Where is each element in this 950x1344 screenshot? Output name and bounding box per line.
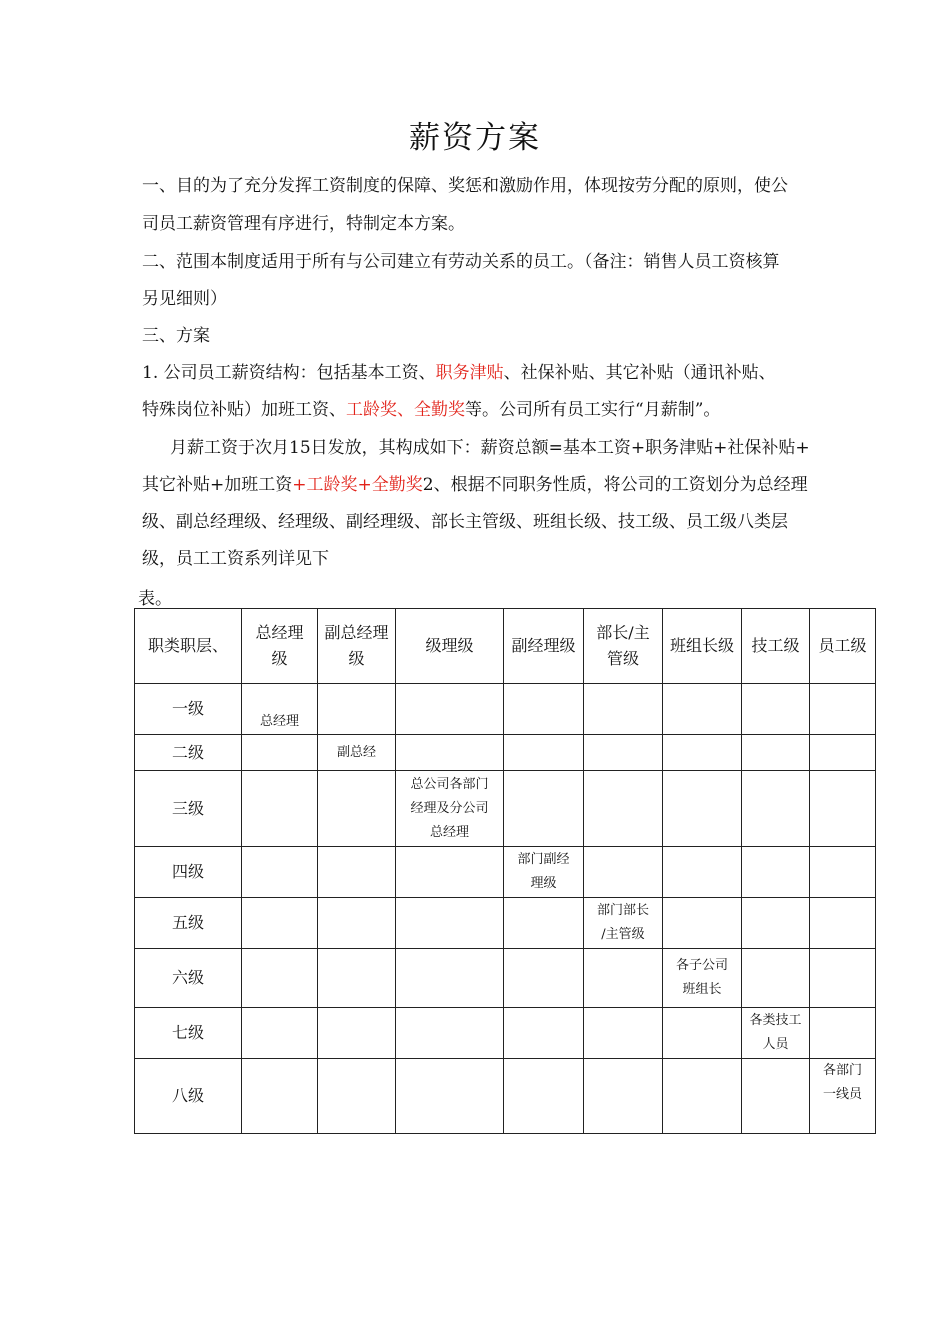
level-label: 五级: [135, 898, 242, 949]
header-deputy-gm: [318, 609, 396, 684]
empty-cell: [663, 735, 742, 771]
empty-cell: [396, 735, 504, 771]
table-row: [135, 1059, 876, 1134]
cell-level7-technician: [742, 1008, 810, 1059]
empty-cell: [504, 949, 584, 1008]
table-row: [135, 1008, 876, 1059]
header-gm-a: 总经理: [255, 623, 304, 642]
header-technician: 技工级: [742, 609, 810, 684]
level-label: 六级: [135, 949, 242, 1008]
empty-cell: [242, 898, 318, 949]
cell-text: 各类技工: [749, 1013, 802, 1028]
empty-cell: [742, 771, 810, 847]
header-section-chief: [584, 609, 663, 684]
empty-cell: [810, 949, 876, 1008]
header-team-leader: 班组长级: [663, 609, 742, 684]
level-label: 四级: [135, 847, 242, 898]
empty-cell: [504, 735, 584, 771]
empty-cell: [584, 847, 663, 898]
empty-cell: [396, 949, 504, 1008]
empty-cell: [318, 684, 396, 735]
cell-text: 各子公司: [675, 958, 728, 973]
paragraph-levels-line-3: 表。: [138, 589, 172, 609]
highlight-seniority-attendance-2: +工龄奖+全勤奖: [292, 475, 423, 495]
empty-cell: [584, 735, 663, 771]
empty-cell: [396, 847, 504, 898]
header-deputy-gm-b: 级: [348, 649, 365, 668]
cell-text: 班组长: [682, 982, 722, 997]
empty-cell: [504, 898, 584, 949]
cell-text: 部门副经: [517, 852, 570, 867]
cell-level5-section-chief: [584, 898, 663, 949]
empty-cell: [504, 1008, 584, 1059]
cell-level4-deputy-manager: [504, 847, 584, 898]
cell-text: /主管级: [601, 927, 645, 942]
header-section-chief-a: 部长/主: [596, 623, 650, 642]
level-label: 三级: [135, 771, 242, 847]
level-label: 七级: [135, 1008, 242, 1059]
empty-cell: [318, 1008, 396, 1059]
empty-cell: [742, 949, 810, 1008]
structure-text: 1. 公司员工薪资结构：包括基本工资、: [142, 363, 436, 383]
empty-cell: [663, 847, 742, 898]
document-title: 薪资方案: [409, 120, 541, 156]
cell-level3-manager: [396, 771, 504, 847]
monthly-text-cont: 2、根据不同职务性质，将公司的工资划分为总经理: [422, 475, 808, 495]
paragraph-structure-line-2: [142, 398, 720, 422]
cell-text: 副总经: [336, 744, 376, 760]
empty-cell: [318, 771, 396, 847]
cell-text: 各部门: [822, 1063, 862, 1078]
empty-cell: [663, 898, 742, 949]
empty-cell: [584, 1008, 663, 1059]
highlight-position-allowance: 职务津贴: [435, 363, 504, 383]
empty-cell: [810, 771, 876, 847]
paragraph-scope-line-2: 另见细则）: [142, 289, 227, 309]
cell-text: 总经理: [429, 824, 469, 840]
empty-cell: [504, 771, 584, 847]
table-row: [135, 847, 876, 898]
level-label: 二级: [135, 735, 242, 771]
highlight-seniority-attendance: 工龄奖、全勤奖: [346, 400, 465, 420]
cell-text: 人员: [762, 1037, 789, 1052]
empty-cell: [663, 1008, 742, 1059]
empty-cell: [318, 1059, 396, 1134]
empty-cell: [663, 1059, 742, 1134]
cell-text: 总经理: [259, 714, 299, 729]
salary-level-table: [134, 608, 876, 1134]
table-header-row: [135, 609, 876, 684]
cell-level6-team-leader: [663, 949, 742, 1008]
section-plan-heading: 三、方案: [142, 326, 210, 346]
empty-cell: [396, 1008, 504, 1059]
structure-text-cont: 等。公司所有员工实行“月薪制”。: [465, 400, 721, 420]
empty-cell: [396, 684, 504, 735]
cell-text: 部门部长: [596, 903, 649, 918]
empty-cell: [663, 771, 742, 847]
header-section-chief-b: 管级: [606, 649, 639, 668]
header-category: 职类职层、: [135, 609, 242, 684]
cell-level1-gm: [242, 684, 318, 735]
empty-cell: [318, 847, 396, 898]
paragraph-purpose-line-1: 一、目的为了充分发挥工资制度的保障、奖惩和激励作用，体现按劳分配的原则，使公: [142, 176, 788, 196]
structure-text-cont: 、社保补贴、其它补贴（通讯补贴、: [503, 363, 776, 383]
empty-cell: [742, 847, 810, 898]
table-row: [135, 771, 876, 847]
table-row: [135, 684, 876, 735]
cell-text: 总公司各部门: [410, 776, 489, 792]
monthly-text: 其它补贴+加班工资: [142, 475, 293, 495]
header-manager: 级理级: [396, 609, 504, 684]
empty-cell: [242, 949, 318, 1008]
empty-cell: [504, 684, 584, 735]
empty-cell: [742, 1059, 810, 1134]
empty-cell: [810, 684, 876, 735]
header-deputy-manager: 副经理级: [504, 609, 584, 684]
cell-level8-staff: [810, 1059, 876, 1134]
table-row: [135, 898, 876, 949]
empty-cell: [810, 898, 876, 949]
empty-cell: [742, 735, 810, 771]
table-row: [135, 949, 876, 1008]
paragraph-levels-line-2: 级，员工工资系列详见下: [142, 549, 329, 569]
empty-cell: [584, 684, 663, 735]
paragraph-scope-line-1: 二、范围本制度适用于所有与公司建立有劳动关系的员工。（备注：销售人员工资核算: [142, 252, 780, 272]
empty-cell: [504, 1059, 584, 1134]
empty-cell: [742, 684, 810, 735]
empty-cell: [242, 735, 318, 771]
header-deputy-gm-a: 副总经理: [324, 623, 389, 642]
cell-text: 理级: [530, 876, 557, 891]
paragraph-purpose-line-2: 司员工薪资管理有序进行，特制定本方案。: [142, 214, 465, 234]
paragraph-monthly-line-1: 月薪工资于次月15日发放，其构成如下：薪资总额=基本工资+职务津贴+社保补贴+: [170, 438, 810, 458]
empty-cell: [584, 949, 663, 1008]
empty-cell: [242, 1059, 318, 1134]
empty-cell: [318, 949, 396, 1008]
level-label: 一级: [135, 684, 242, 735]
empty-cell: [584, 771, 663, 847]
empty-cell: [663, 684, 742, 735]
paragraph-structure-line-1: [142, 361, 776, 385]
header-gm-b: 级: [271, 649, 288, 668]
empty-cell: [810, 847, 876, 898]
empty-cell: [318, 898, 396, 949]
cell-level2-deputy-gm: [318, 735, 396, 771]
empty-cell: [396, 898, 504, 949]
empty-cell: [242, 847, 318, 898]
paragraph-monthly-line-2: [142, 473, 808, 497]
header-gm: [242, 609, 318, 684]
paragraph-levels-line-1: 级、副总经理级、经理级、副经理级、部长主管级、班组长级、技工级、员工级八类层: [142, 512, 788, 532]
cell-text: 经理及分公司: [410, 800, 489, 816]
empty-cell: [810, 1008, 876, 1059]
empty-cell: [242, 1008, 318, 1059]
empty-cell: [742, 898, 810, 949]
empty-cell: [584, 1059, 663, 1134]
empty-cell: [396, 1059, 504, 1134]
empty-cell: [242, 771, 318, 847]
empty-cell: [810, 735, 876, 771]
table-row: [135, 735, 876, 771]
header-staff: 员工级: [810, 609, 876, 684]
level-label: 八级: [135, 1059, 242, 1134]
cell-text: 一线员: [822, 1087, 862, 1102]
structure-text: 特殊岗位补贴）加班工资、: [142, 400, 346, 420]
